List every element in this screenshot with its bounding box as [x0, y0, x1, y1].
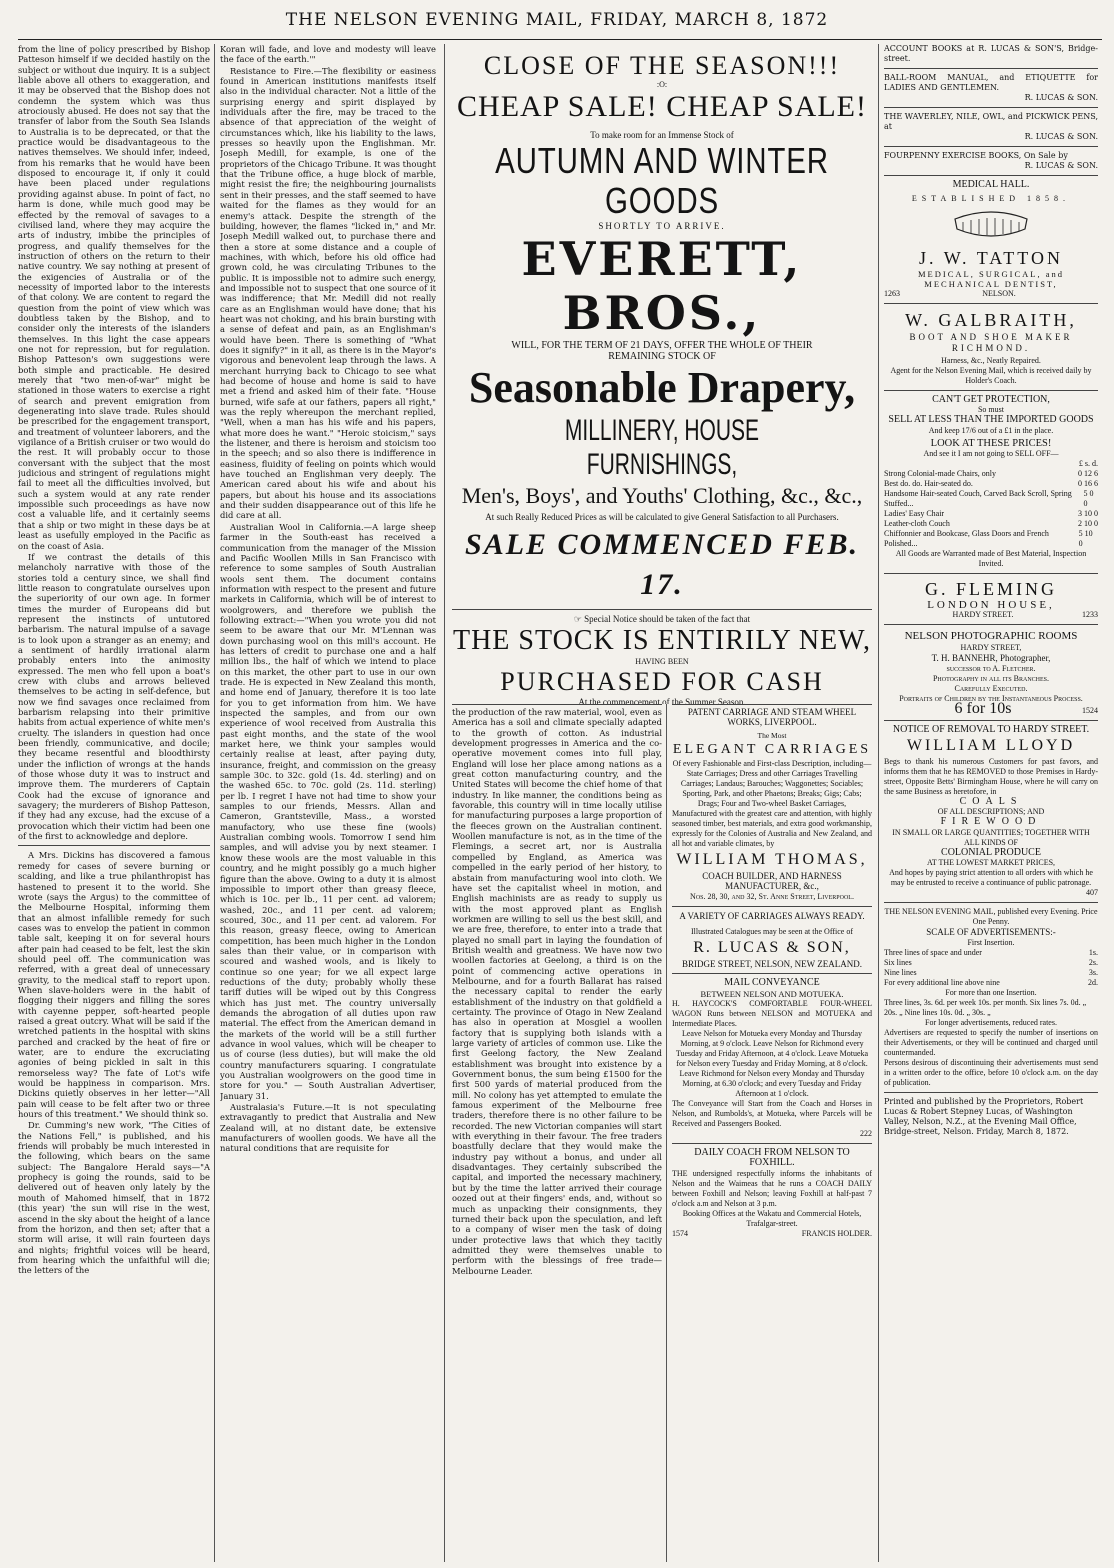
medical-town: NELSON. [982, 289, 1016, 299]
divider [884, 902, 1098, 903]
protection-price-list [884, 469, 1098, 549]
nem-more-rates: Three lines, 3s. 6d. per week 10s. per month. Six lines 7s. 0d. „ 20s. „ Nine lines 10s. 0d. „ 30s. „ [884, 997, 1087, 1017]
ad-clothing: Men's, Boys', and Youths' Clothing, &c., &c., [461, 483, 863, 508]
lucas-ballroom-sig: R. LUCAS & SON. [1024, 93, 1098, 102]
medical-trade: MEDICAL, SURGICAL, and MECHANICAL DENTIST, [918, 268, 1064, 290]
protection-ad [884, 395, 1098, 569]
lucas-pens-sig: R. LUCAS & SON. [1024, 132, 1098, 141]
article-cumming: Dr. Cumming's new work, "The Cities of the Nations Fell," is published, and his friends will probably be much interested in the following, which bears on the same subject: The Bangalore Herald says—"A prophecy is going the rounds, said to be delivered out of heaven only lately by the mouth of Mahomed himself, that in 1872 (this year) 'the sun will rise in the west, ascend in the sky about the height of a lance from the horizon, and then set; after that a storm will arise, it will rain fourteen days and nights; frightful voices will be heard, from hearing which the unfaithful will die; the letters of the [18, 1120, 210, 1276]
divider [884, 720, 1098, 721]
thomas-lucas-address: BRIDGE STREET, NELSON, NEW ZEALAND. [682, 959, 862, 970]
price-row: Strong Colonial-made Chairs, only 0 12 6 [884, 469, 1098, 479]
nem-note-2: Persons desirous of discontinuing their advertisements must send in a written order to the office, before 10 o'clock a.m. on the day of publication. [884, 1057, 1098, 1087]
nem-scale: SCALE OF ADVERTISEMENTS:- [926, 927, 1056, 938]
lloyd-heading: NOTICE OF REMOVAL TO HARDY STREET. [892, 723, 1090, 735]
article-patteson-p2: If we contrast the details of this melancholy narrative with those of the stories told a century since, we shall find little reason to congratulate ourselves upon the superiority of our own age. In former times the murder of Europeans did but represent the instincts of untutored barbarism. The natural impulse of a savage is to look upon a stranger as an enemy; and a sentiment of hardily irrational alarm probably enters into the animosity expressed. The men who fell upon a boat's crew with clubs and arrows believed themselves to be acting in self-defence, but now we find savages once reclaimed from barbarism relapsing into their primitive habits from actual experience of white men's cruelty. The islanders in question had once been friendly, communicative, and docile; they became resentful and bloodthirsty under the infliction of wrongs at the hands of those whose duty it was to instruct and improve them. The murderers of Captain Cook had the excuse of ignorance and savagery; the murderers of Bishop Patteson, if they had any excuse, had the excuse of a provocation which their victim had been one of the first to acknowledge and deplore. [18, 551, 210, 842]
divider [884, 573, 1098, 574]
mail-number: 222 [860, 1129, 872, 1139]
divider [18, 845, 210, 846]
koran-continuation: Koran will fade, and love and modesty will leave the face of the earth.'" [220, 44, 436, 65]
rate-row: Six lines 2s. [884, 957, 1098, 967]
ad-everett-title: EVERETT, BROS., [521, 232, 803, 340]
mail-body: H. HAYCOCK'S COMFORTABLE FOUR-WHEEL WAGON Runs between NELSON and MOTUEKA and Intermediate Places. [672, 999, 872, 1029]
ad-special-notice: ☞ Special Notice should be taken of the fact that [573, 614, 751, 624]
divider [452, 609, 872, 610]
thomas-body: Manufactured with the greatest care and attention, with highly seasoned timber, best materials, and extra good workmanship, expressly for the Colonies of Australia and New Zealand, and all hot and variable climates, by [672, 809, 872, 849]
thomas-address: Nos. 28, 30, and 32, St. Anne Street, Liverpool. [690, 891, 854, 901]
divider [672, 906, 872, 907]
article-wool-manufacture: the production of the raw material, wool, even as America has a soil and climate specially adapted to the growth of cotton. As industrial development progresses in America and the co-operative movement comes into full play, England will lose her place among nations as a great cotton manufacturing country, and the United States will become the chief home of that industry. In like manner, the conditions being as favorable, this country will in time locally utilise for manufacturing purposes a large proportion of the fleeces grown on the Australian continent. Woollen manufacture is not, as in the time of the Flemings, a secret art, nor is Australia compelled by England, as America was compelled in the early period of her history, to abstain from manufacturing wool into cloth. We have set the capitalist wheel in motion, and English machinists are as ready to supply us with the most approved plant as English workmen are willing to sell us the best skill, and we are free, therefore, to enter into a trade that played no small part in laying the foundation of British wealth and greatness. We have now two woollen factories at Geelong, a third is on the point of commencing active operations in Melbourne, and for a fourth Ballarat has raised the necessary capital to render the early establishment of the industry on that goldfield a certainty. The province of Otago in New Zealand has also in operation at Mosgiel a woollen factory that is supplying both islands with a large variety of articles of common use. Like the first Geelong factory, the New Zealand establishment was brought into existence by a Government bonus, the sum being £1500 for the first 500 yards of material produced from the mill. No colony has yet attempted to emulate the famous experiment of the Melbourne free traders, therefore there is no other failure to be recorded. The new Victorian companies will start with everything in their favour. The free traders boastfully declare that they would make the industry pay without a bonus, and under all disadvantages. They certainly subscribed the capital, and imported the necessary machinery, but by the time the latter arrived their courage oozed out at their fingers' ends, and, without so much as unpacking their consignments, they turned their back upon the speculation, and left to a company of wiser men the task of doing under protective laws that which they tacitly admitted they were themselves unable to perform with the blessings of free trade—Melbourne Leader. [452, 707, 662, 1276]
ad-shortly: SHORTLY TO ARRIVE. [598, 221, 726, 231]
ad-sale-commenced: SALE COMMENCED FEB. 17. [465, 528, 859, 601]
nem-longer: For longer advertisements, reduced rates. [925, 1017, 1057, 1027]
article-australian-wool: Australian Wool in California.—A large sheep farmer in the South-east has received a communication from the manager of the Mission and Pacific Woollen Mills in San Francisco with reference to some samples of South Australian wools sent them. The document contains information with respect to the present and future markets in California, which will be of interest to woolgrowers, and therefore we publish the following extract:—"When you wrote you did not seem to be aware that our Mr. M'Lennan was down purchasing wool on this mill's account. He has letters of credit to purchase one and a half million lbs., the half of which we intend to place on this market, the other part to use in our own trade. He is expected in New Zealand this month, and home end of January, therefore it is too late for you to get information from him. We have inspected the samples, and from our own experience of wool received from Australia this past eight months, and the state of the wool market here, we think your samples would certainly realise at least, after paying duty, insurance, freight, and commission on the greasy sample 30c. to 32c. gold (1s. 4d. sterling) and on the washed 65c. to 70c. gold (2s. 11d. sterling) per lb. I regret I have not had time to show your samples to our friends, Messrs. Allan and Cameron, Grantsteville, Mass., a worsted manufactory, who use these fine (wools) Australian combing wools. Tomorrow I send him samples, and will advise you by next steamer. I know these wools are the most valuable in this country, and he might possibly go a much higher figure than the above. Owing to a duty it is almost impossible to import other than greasy fleece, which is 10c. per lb., 11 per cent. ad valorem; washed, 20c., and 11 per cent. ad valorem; scoured, 30c., and 11 per cent. ad valorem. For this reason, greasy fleece, owing to American competition, has been much higher in the London sales than their value, or in comparison with scoured and washed wools, and is likely to continue so one year; for we all expect large reductions of the duty; probably wholly these tariff duties will be wiped out by this Congress which has just met. The country universally demands the abrogation of all duties upon raw material. The effect from the American demand in the markets of the world will be a still further advance in wool values, which will be cheaper to us of course (less duties), but will make the old country manufacturers squaring. I congratulate you Australian woolgrowers on the good time in store for you." — South Australian Advertiser, January 31. [220, 521, 436, 1101]
protection-so-must: So must [977, 405, 1004, 415]
medical-heading: MEDICAL HALL. [952, 179, 1030, 190]
ad-purchased-cash: PURCHASED FOR CASH [500, 667, 824, 696]
lloyd-footer: And hopes by paying strict attention to all orders with which he may be entrusted to receive a continuance of public patronage. [889, 868, 1093, 888]
lloyd-number: 407 [1086, 888, 1098, 898]
column-rule [214, 44, 215, 1562]
dentures-icon [951, 209, 1031, 243]
mail-conveyance-ad [672, 978, 872, 1139]
nem-note-1: Advertisers are requested to specify the number of insertions on their Advertisements, or they will be continued and charged until countermanded. [884, 1027, 1098, 1057]
divider [884, 390, 1098, 391]
article-australasia-future: Australasia's Future.—It is not speculating extravagantly to predict that Australia and New Zealand will, at no distant date, be extensive manufacturers of woollen goods. We have all the natural conditions that are requisite for [220, 1102, 436, 1154]
photo-line-2: Carefully Executed. [954, 683, 1028, 693]
ad-seasonable-drapery: Seasonable Drapery, [468, 363, 856, 412]
rate-row: Three lines of space and under 1s. [884, 947, 1098, 957]
thomas-lucas: R. LUCAS & SON, [693, 939, 851, 957]
photo-name: T. H. BANNEHR, Photographer, [931, 653, 1051, 664]
price-row: Handsome Hair-seated Couch, Carved Back Scroll, Spring Stuffed... 5 0 0 [884, 489, 1094, 509]
galbraith-ad [884, 308, 1098, 386]
nem-heading: THE NELSON EVENING MAIL, published every Evening. Price One Penny. [884, 907, 1098, 927]
price-row: Ladies' Easy Chair 3 10 0 [884, 509, 1098, 519]
lucas-pens: THE WAVERLEY, NILE, OWL, and PICKWICK PENS, at [884, 112, 1098, 131]
lucas-exercise: FOURPENNY EXERCISE BOOKS, On Sale by [884, 151, 1068, 160]
lloyd-prices: AT THE LOWEST MARKET PRICES, [926, 858, 1056, 868]
thomas-most: The Most [757, 730, 787, 740]
photo-successor: successor to A. Fletcher. [946, 663, 1036, 673]
medical-name: J. W. TATTON [919, 247, 1063, 268]
rate-row: For every additional line above nine 2d. [884, 977, 1098, 987]
thomas-elegant: ELEGANT CARRIAGES [672, 742, 872, 758]
thomas-trade: COACH BUILDER, AND HARNESS MANUFACTURER, &c., [702, 871, 842, 892]
divider [884, 175, 1098, 176]
photo-line-3: Portraits of Children by the Instantaneous Process. [899, 693, 1083, 703]
column-rule [666, 704, 667, 1562]
divider [672, 973, 872, 974]
protection-sell: SELL AT LESS THAN THE IMPORTED GOODS [888, 414, 1094, 426]
masthead: THE NELSON EVENING MAIL, FRIDAY, MARCH 8, 1872 [0, 0, 1114, 40]
protection-currency: £ s. d. [1078, 459, 1098, 469]
fleming-address: HARDY STREET. [952, 610, 1014, 620]
medical-established: ESTABLISHED 1858. [911, 194, 1071, 204]
protection-warrant: All Goods are Warranted made of Best Material, Inspection Invited. [895, 549, 1087, 569]
imprint: Printed and published by the Proprietors, Robert Lucas & Robert Stepney Lucas, of Washington Valley, Nelson, N.Z., at the Evening Mail Office, Bridge-street, Nelson. Friday, March 8, 1872. [884, 1096, 1084, 1136]
lloyd-descriptions: OF ALL DESCRIPTIONS; AND [937, 807, 1045, 817]
divider [884, 107, 1098, 108]
thomas-variety: A VARIETY OF CARRIAGES ALWAYS READY. [679, 910, 865, 921]
column-3-article [452, 704, 662, 1567]
thomas-catalogues: Illustrated Catalogues may be seen at the Office of [690, 927, 853, 937]
ad-cheap-sale: CHEAP SALE! CHEAP SALE! [457, 90, 867, 123]
fleming-name: G. FLEMING [925, 579, 1057, 600]
galbraith-body: Harness, &c., Neatly Repaired. [941, 356, 1041, 366]
divider [672, 1143, 872, 1144]
divider [884, 303, 1098, 304]
thomas-heading: PATENT CARRIAGE AND STEAM WHEEL WORKS, LIVERPOOL. [687, 707, 857, 728]
price-row: Leather-cloth Couch 2 10 0 [884, 519, 1098, 529]
article-dickins: A Mrs. Dickins has discovered a famous remedy for cases of severe burning or scalding, and like a true philanthropist has hastened to present it to the world. She wrote (says the Argus) to the committee of the Melbourne Hospital, informing them that an almost infallible remedy for such cases was to envelop the patient in common table salt, keeping it on for several hours after pain had ceased to be felt, lest the skin should peel off. The communication was referred, with a great deal of unnecessary gravity, to the medical staff to report upon. When slave-holders were in the habit of flogging their niggers and filling the sores with cayenne pepper, soft-hearted people raised a great outcry. What will be said if the wretched patients in the hospital with skins parched and cracked by the heat of fire or water, are to endure the excruciating agonies of being pickled in salt in this remorseless way? The fate of Lot's wife would be happiness in comparison. Mrs. Dickins quietly observes in her letter—"All pain will cease to be felt after two or three hours of this treatment." We should think so. [18, 850, 210, 1120]
protection-keep: And keep 17/6 out of a £1 in the place. [928, 425, 1054, 435]
photo-price: 6 for 10s [954, 699, 1012, 717]
photo-line-1: Photography in all its Branches. [932, 673, 1049, 683]
protection-see: And see it I am not going to SELL OFF— [923, 449, 1059, 459]
mail-heading: MAIL CONVEYANCE [724, 977, 820, 989]
ad-reduced-prices: At such Really Reduced Prices as will be calculated to give General Satisfaction to all Purchasers. [485, 512, 839, 522]
nem-rates [884, 948, 1098, 988]
mail-footer: The Conveyance will Start from the Coach and Horses in Nelson, and Rumbolds's, at Motueka, where Parcels will be Received and Passengers Booked. [672, 1099, 872, 1129]
fleming-house: LONDON HOUSE, [927, 599, 1055, 612]
daily-name: FRANCIS HOLDER. [801, 1228, 872, 1238]
photo-number: 1524 [1081, 705, 1098, 715]
thomas-description: Of every Fashionable and First-class Description, including— [672, 759, 872, 769]
price-row: Chiffonnier and Bookcase, Glass Doors and French Polished... 5 10 0 [884, 529, 1093, 549]
daily-booking: Booking Offices at the Wakatu and Commercial Hotels, Trafalgar-street. [682, 1208, 862, 1228]
daily-coach-ad [672, 1148, 872, 1239]
lucas-exercise-sig: R. LUCAS & SON. [1024, 161, 1098, 170]
lloyd-name: WILLIAM LLOYD [906, 737, 1076, 755]
ad-commencement: At the commencement of the Summer Season. [578, 697, 746, 704]
ad-having-been: HAVING BEEN [635, 657, 689, 666]
everett-bros-ad [452, 44, 872, 704]
divider [884, 1092, 1098, 1093]
fleming-ad [884, 578, 1098, 620]
nem-first: First Insertion. [967, 937, 1015, 947]
column-4-ads [672, 704, 872, 1567]
thomas-list: State Carriages; Dress and other Carriages Travelling Carriages; Landaus; Barouches; Waggonettes; Sociables; Sporting, Park, and other Phaetons; Breaks; Gigs; Cabs; Drags; Four and Two-wheel Basket Carriages, [680, 769, 864, 809]
daily-body: THE undersigned respectfully informs the inhabitants of Nelson and the Waimeas that he runs a COACH DAILY between Foxhill and Nelson; leaving Foxhill at half-past 7 o'clock a.m and Nelson at 3 p.m. [672, 1168, 872, 1208]
lloyd-produce: COLONIAL PRODUCE [941, 846, 1041, 858]
rate-row: Nine lines 3s. [884, 967, 1098, 977]
article-resistance-to-fire: Resistance to Fire.—The flexibility or easiness found in American institutions manifests itself also in the individual character. Not a little of the surprising energy and spirit displayed by individuals after the fire, may be traced to the absence of that appreciation of the weight of circumstances which, like his liability to the laws, presses so heavily upon the Englishman. Mr. Joseph Medill, for example, is one of the proprietors of the Chicago Tribune. It was thought that the Tribune office, a huge block of marble, might resist the fire; the neighbouring journalists sent in their presses, and the staff seemed to have waited for the flames as they would for an enemy's attack. Despite the strength of the building, however, the flames "licked in," and Mr. Joseph Medill walked out, to purchase there and then a store at some distance and a couple of machines, with which, before his old office had grown cold, he was circulating Tribunes to the public. It is impossible not to admire such energy, and impossible not to suspect that one source of it was indifference; that Mr. Medill did not really care as an Englishman would have done; that his heart was not choking, and his brain bursting with a sense of defeat and pain, as an Englishman's would have been. There is something of "What does it signify?" in it all, as there is in the Mayor's vigorous and benevolent leap through the laws. A merchant hurrying back to Chicago to see what had become of house and home is said to have met a friend and asked him of their fate. "House burned, wife safe at our fathers, papers all right," was the reply whereupon the merchant replied, "Well, when a man has his wife and his papers, what more does he want." "Heroic stoicism," says the listener, and there is heroism and stoicism too in the speech; and so also there is indifference in easiness, fluidity of feeling on points which would have touched an Englishman very deeply. The American cared about his wife and about his papers, but about his house and its associations and their sudden disappearance out of this life he did care at all. [220, 65, 436, 521]
nelson-evening-mail-ad [884, 907, 1098, 1087]
daily-number: 1574 [672, 1228, 688, 1238]
column-2 [220, 44, 436, 1564]
lloyd-coals: COALS [959, 796, 1023, 808]
fleming-number: 1233 [1081, 610, 1098, 620]
photographic-ad [884, 629, 1098, 715]
lucas-ballroom: BALL-ROOM MANUAL, and ETIQUETTE for LADIES AND GENTLEMEN. [884, 73, 1098, 92]
ad-stock-new: THE STOCK IS ENTIRILY NEW, [452, 625, 872, 656]
column-1 [18, 44, 210, 1564]
thomas-carriage-ad [672, 707, 872, 969]
ad-make-room: To make room for an Immense Stock of [590, 130, 734, 140]
nem-more: For more than one Insertion. [945, 987, 1037, 997]
galbraith-name: W. GALBRAITH, [905, 310, 1077, 331]
divider [884, 146, 1098, 147]
medical-hall-ad [884, 180, 1098, 299]
protection-look: LOOK AT THESE PRICES! [930, 437, 1052, 449]
galbraith-trade: BOOT AND SHOE MAKER RICHMOND. [909, 332, 1073, 353]
thomas-name: WILLIAM THOMAS, [676, 851, 868, 869]
ad-close-season: CLOSE OF THE SEASON!!! [483, 51, 841, 80]
price-row: Best do. do. Hair-seated do. 0 16 6 [884, 479, 1098, 489]
column-5-ads [884, 44, 1098, 1564]
column-rule [444, 44, 445, 1562]
ad-millinery: MILLINERY, HOUSE FURNISHINGS, [564, 414, 760, 481]
ad-autumn-winter: AUTUMN AND WINTER GOODS [495, 140, 829, 221]
column-rule [878, 44, 879, 1562]
photo-heading: NELSON PHOTOGRAPHIC ROOMS [904, 630, 1078, 643]
photo-address: HARDY STREET, [960, 643, 1022, 653]
medical-number: 1263 [884, 289, 900, 299]
galbraith-agent: Agent for the Nelson Evening Mail, which is received daily by Holder's Coach. [890, 366, 1092, 386]
ad-separator: :O: [656, 80, 668, 89]
mail-times: Leave Nelson for Motueka every Monday and Thursday Morning, at 9 o'clock. Leave Nelson for Richmond every Tuesday and Friday Afternoon, at 4 o'clock. Leave Motueka for Nelson every Tuesday and Friday Morning, at 8 o'clock. Leave Richmond for Nelson every Monday and Thursday Morning, at 6.30 o'clock; and every Tuesday and Friday Afternoon at 1 o'clock. [675, 1029, 869, 1099]
lloyd-quantities: IN SMALL OR LARGE QUANTITIES; TOGETHER WITH ALL KINDS OF [892, 827, 1090, 847]
mail-heading-2: BETWEEN NELSON AND MOTUEKA. [700, 988, 844, 999]
daily-heading: DAILY COACH FROM NELSON TO FOXHILL. [694, 1147, 850, 1169]
divider [884, 68, 1098, 69]
protection-heading: CAN'T GET PROTECTION, [932, 394, 1050, 406]
lloyd-firewood: FIREWOOD [940, 816, 1042, 828]
divider [884, 624, 1098, 625]
lloyd-body: Begs to thank his numerous Customers for past favors, and informs them that he has REMOVED to those Premises in Hardy-street, Opposite Betts' Birmingham House, where he will carry on the same Business as heretofore, in [884, 757, 1098, 797]
article-patteson-p1: from the line of policy prescribed by Bishop Patteson himself if we decided hastily on the subject or without due inquiry. It is a subject liable above all others to exaggeration, and it may be observed that the Bishop does not condemn the system which was thus atrociously abused. He does not say that the transfer of labor from the South Sea Islands to Australia is to be deprecated, or that the practice would be disadvantageous to the natives themselves. We should infer, indeed, from his remarks that he would have been disposed to encourage it, if only it could have been placed under regulations providing against abuse. In point of fact, no harm is done, while much good may be effected by the removal of savages to a civilised land, where they may acquire the arts of industry, imbibe the principles of progress, and qualify themselves for the instruction of others on the return to their native country. We say nothing at present of the exigencies of Australia or of the necessity of imported labor to the interests of that colony. We are content to regard the question from the point of view which was doubtless taken by the Bishop, and to consider only the interests of the islanders themselves. In this light the case appears one not for repression, but for regulation. Bishop Patteson's own suggestions were both simple and practicable. He desired merely that "two men-of-war" might be stationed in those waters to exercise a right of search and prevent emigration from degenerating into slave trade. Rules should be prescribed for the engagement transport, and treatment of volunteer laborers, and the vigilance of a British cruiser or two would do the rest. It will probably occur to those conversant with the subject that the most judicious and stringent of regulations might fail to meet all the difficulties involved, but such a system would at any rate render impossible such proceedings as have now cost a valuable life, and it certainly seems that a ship or two might in these days be at least as usefully employed in the Pacific as on the coast of Asia. [18, 44, 210, 551]
lloyd-ad [884, 725, 1098, 898]
lucas-account-books: ACCOUNT BOOKS at R. LUCAS & SON'S, Bridge-street. [884, 44, 1098, 63]
ad-term: WILL, FOR THE TERM OF 21 DAYS, OFFER THE WHOLE OF THEIR REMAINING STOCK OF [511, 340, 813, 362]
